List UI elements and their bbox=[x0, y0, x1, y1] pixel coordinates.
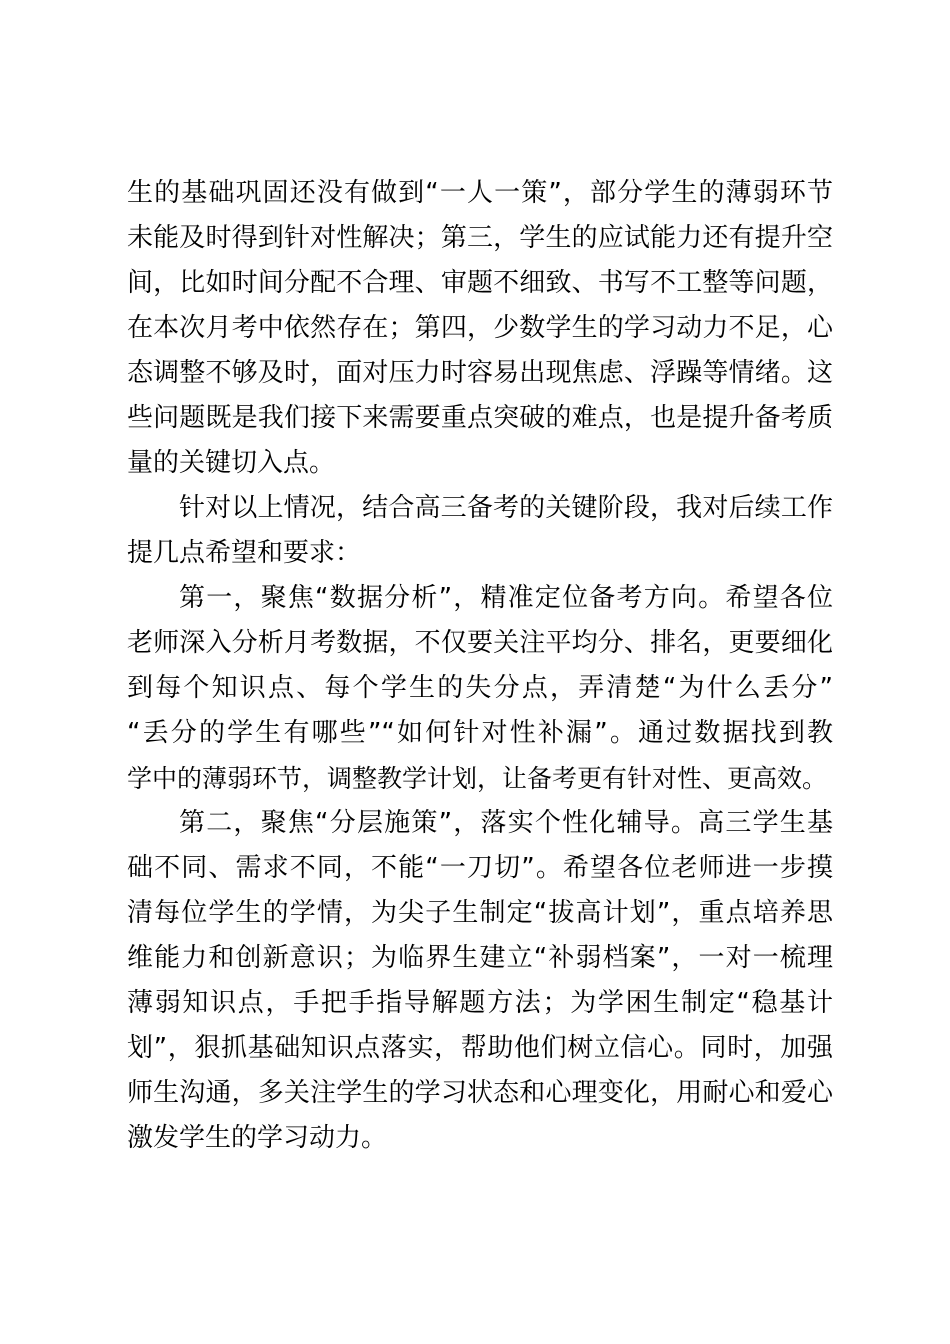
text-line: 维能力和创新意识；为临界生建立“补弱档案”，一对一梳理 bbox=[127, 943, 833, 973]
paragraph-4 bbox=[127, 801, 833, 1161]
paragraph-3 bbox=[127, 576, 833, 801]
text-line: 生的基础巩固还没有做到“一人一策”，部分学生的薄弱环节 bbox=[127, 178, 833, 208]
text-line: 间，比如时间分配不合理、审题不细致、书写不工整等问题， bbox=[127, 268, 833, 298]
text-line: 激发学生的学习动力。 bbox=[127, 1123, 388, 1153]
text-line: 到每个知识点、每个学生的失分点，弄清楚“为什么丢分” bbox=[127, 673, 833, 703]
paragraph-1 bbox=[127, 171, 833, 486]
text-line: 些问题既是我们接下来需要重点突破的难点，也是提升备考质 bbox=[127, 403, 833, 433]
text-line: 薄弱知识点，手把手指导解题方法；为学困生制定“稳基计 bbox=[127, 988, 833, 1018]
text-line: 针对以上情况，结合高三备考的关键阶段，我对后续工作 bbox=[179, 493, 833, 523]
text-line: 态调整不够及时，面对压力时容易出现焦虑、浮躁等情绪。这 bbox=[127, 358, 833, 388]
text-line: 师生沟通，多关注学生的学习状态和心理变化，用耐心和爱心 bbox=[127, 1078, 833, 1108]
paragraph-2 bbox=[127, 486, 833, 576]
text-line: 础不同、需求不同，不能“一刀切”。希望各位老师进一步摸 bbox=[127, 853, 833, 883]
text-line: 第一，聚焦“数据分析”，精准定位备考方向。希望各位 bbox=[179, 583, 833, 613]
text-line: 清每位学生的学情，为尖子生制定“拔高计划”，重点培养思 bbox=[127, 898, 833, 928]
text-line: 学中的薄弱环节，调整教学计划，让备考更有针对性、更高效。 bbox=[127, 764, 828, 793]
text-line: 未能及时得到针对性解决；第三，学生的应试能力还有提升空 bbox=[127, 223, 833, 253]
text-line: 第二，聚焦“分层施策”，落实个性化辅导。高三学生基 bbox=[179, 808, 833, 838]
text-line: “丢分的学生有哪些”“如何针对性补漏”。通过数据找到教 bbox=[127, 718, 833, 748]
text-line: 在本次月考中依然存在；第四，少数学生的学习动力不足，心 bbox=[127, 313, 833, 343]
text-line: 量的关键切入点。 bbox=[127, 448, 336, 478]
text-line: 提几点希望和要求： bbox=[127, 538, 362, 568]
text-line: 老师深入分析月考数据，不仅要关注平均分、排名，更要细化 bbox=[127, 628, 833, 658]
text-line: 划”，狠抓基础知识点落实，帮助他们树立信心。同时，加强 bbox=[127, 1033, 833, 1063]
body-text bbox=[127, 171, 833, 1161]
